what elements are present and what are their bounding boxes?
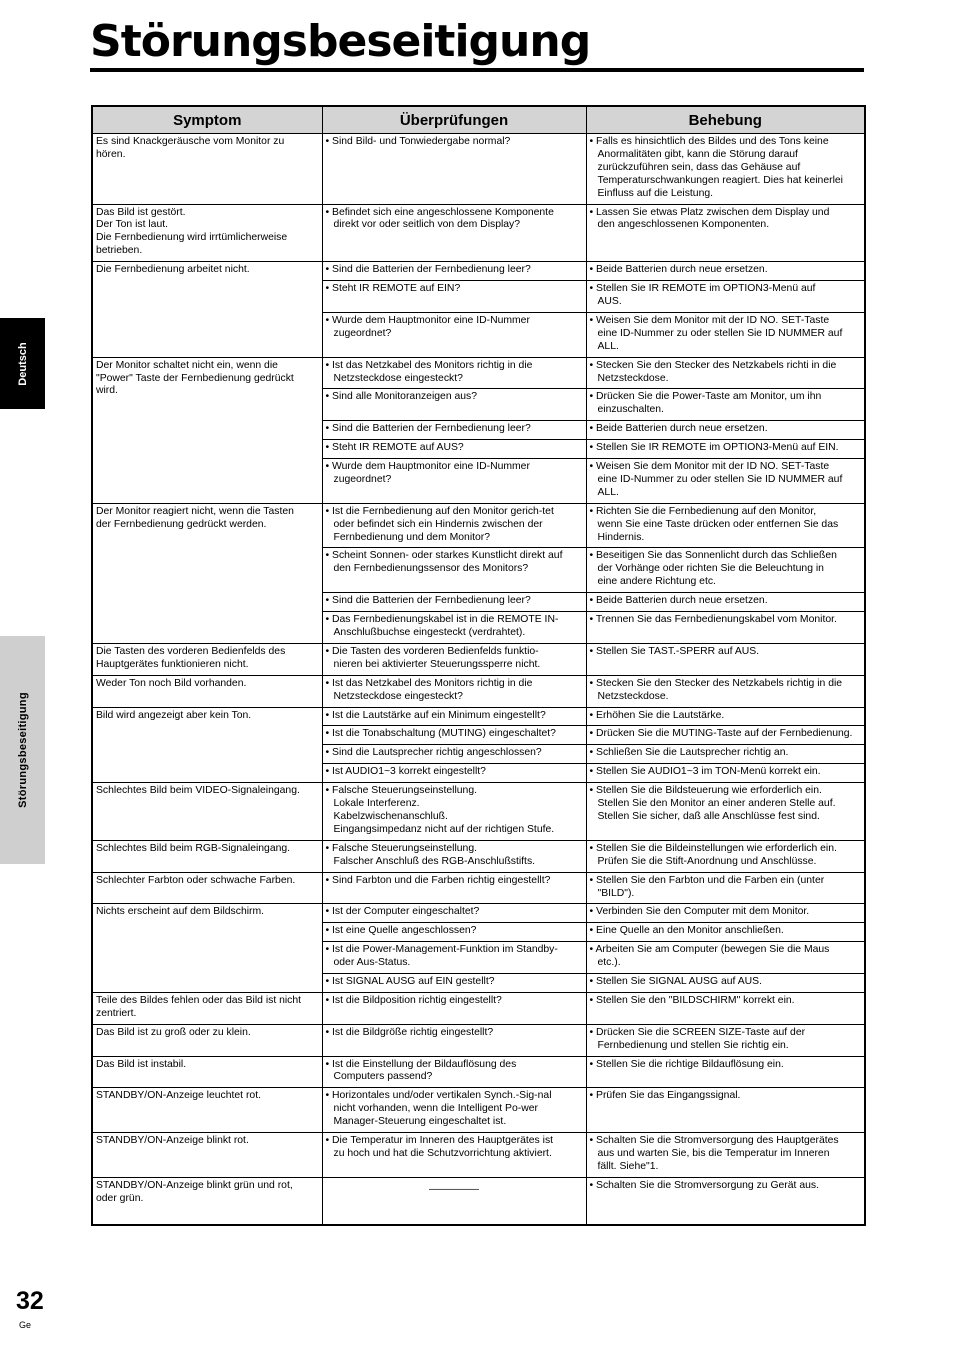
check-text: • Sind Bild- und Tonwiedergabe normal? [325, 136, 511, 147]
table-row [92, 357, 865, 389]
check-cell [322, 357, 586, 389]
check-text: • Die Tasten des vorderen Bedienfelds funktio- nieren bei aktivierter Steuerungssperre nicht. [325, 645, 541, 670]
table-row [92, 1088, 865, 1133]
symptom-text: Die Fernbedienung arbeitet nicht. [96, 264, 250, 276]
remedy-cell [586, 643, 865, 675]
check-text: • Ist die Einstellung der Bildauflösung des Computers passend? [325, 1058, 517, 1083]
remedy-text: • Beseitigen Sie das Sonnenlicht durch das Schließen der Vorhänge oder richten Sie die Beleuchtung in eine andere Richtung etc. [589, 550, 837, 588]
table-header-row [92, 106, 865, 134]
check-cell [322, 1056, 586, 1088]
check-text: • Falsche Steuerungseinstellung. Falscher Anschluß des RGB-Anschlußstifts. [325, 842, 536, 867]
side-tab-language-label: Deutsch [16, 341, 29, 386]
symptom-text: STANDBY/ON-Anzeige blinkt grün und rot, oder grün. [96, 1179, 293, 1204]
header-symptom: Symptom [92, 106, 322, 134]
check-cell [322, 593, 586, 612]
side-tab-section-label: Störungsbeseitigung [16, 692, 29, 808]
symptom-cell [92, 357, 322, 503]
remedy-cell [586, 503, 865, 548]
remedy-cell [586, 389, 865, 421]
check-text: • Wurde dem Hauptmonitor eine ID-Nummer zugeordnet? [325, 314, 530, 339]
check-text: • Ist SIGNAL AUSG auf EIN gestellt? [325, 976, 495, 988]
check-text: • Sind die Batterien der Fernbedienung leer? [325, 423, 531, 435]
remedy-text: • Falls es hinsichtlich des Bildes und des Tons keine Anormalitäten gibt, kann die Störung darauf zurückzuführen sein, dass das Gehäuse auf Temperaturschwankungen reagiert. Dies hat keinerlei Einfluss auf die Leistung. [589, 136, 843, 199]
check-cell [322, 312, 586, 357]
symptom-cell [92, 1088, 322, 1133]
check-cell [322, 1088, 586, 1133]
remedy-cell [586, 974, 865, 993]
table-row [92, 204, 865, 262]
remedy-text: • Richten Sie die Fernbedienung auf den Monitor, wenn Sie eine Taste drücken oder entfernen Sie das Hindernis. [589, 505, 839, 543]
remedy-cell [586, 262, 865, 281]
symptom-cell [92, 1056, 322, 1088]
remedy-cell [586, 1056, 865, 1088]
check-text: • Befindet sich eine angeschlossene Komponente direkt vor oder seitlich von dem Display? [325, 206, 554, 231]
header-remedy: Behebung [586, 106, 865, 134]
check-dash: ————— [429, 1183, 479, 1195]
remedy-text: • Trennen Sie das Fernbedienungskabel vom Monitor. [589, 614, 837, 626]
remedy-cell [586, 440, 865, 459]
remedy-text: • Stellen Sie SIGNAL AUSG auf AUS. [589, 976, 762, 988]
symptom-cell [92, 262, 322, 357]
remedy-text: • Beide Batterien durch neue ersetzen. [589, 423, 768, 435]
check-cell [322, 840, 586, 872]
check-text: • Sind die Lautsprecher richtig angeschlossen? [325, 747, 542, 759]
table-row [92, 840, 865, 872]
remedy-text: • Stecken Sie den Stecker des Netzkabels richti in die Netzsteckdose. [589, 359, 837, 384]
check-cell [322, 281, 586, 313]
side-tab-section [0, 636, 45, 864]
table-row [92, 872, 865, 904]
check-text: • Ist AUDIO1~3 korrekt eingestellt? [325, 766, 486, 778]
table-row [92, 134, 865, 205]
check-text: • Sind die Batterien der Fernbedienung leer? [325, 264, 531, 276]
symptom-cell [92, 783, 322, 841]
check-cell [322, 726, 586, 745]
check-cell [322, 204, 586, 262]
remedy-text: • Prüfen Sie das Eingangssignal. [589, 1090, 741, 1102]
check-cell [322, 783, 586, 841]
table-body [92, 134, 865, 1226]
symptom-cell [92, 992, 322, 1024]
check-text: • Ist die Lautstärke auf ein Minimum eingestellt? [325, 709, 546, 721]
remedy-text: • Stellen Sie die Bildsteuerung wie erforderlich ein. Stellen Sie den Monitor an einer anderen Stelle auf. Stellen Sie sicher, daß alle Anschlüsse fest sind. [589, 785, 836, 822]
remedy-cell [586, 707, 865, 726]
table-row [92, 707, 865, 726]
check-cell [322, 872, 586, 904]
remedy-cell [586, 421, 865, 440]
symptom-cell [92, 503, 322, 643]
symptom-text: Bild wird angezeigt aber kein Ton. [96, 709, 252, 721]
check-text: • Das Fernbedienungskabel ist in die REMOTE IN- Anschlußbuchse eingesteckt (verdrahtet). [325, 614, 559, 638]
check-cell [322, 1133, 586, 1178]
symptom-text: Teile des Bildes fehlen oder das Bild ist nicht zentriert. [96, 994, 302, 1019]
check-text: • Sind die Batterien der Fernbedienung leer? [325, 595, 531, 607]
check-text: • Ist die Bildgröße richtig eingestellt? [325, 1026, 494, 1038]
check-cell [322, 923, 586, 942]
remedy-cell [586, 548, 865, 593]
check-text: • Ist die Fernbedienung auf den Monitor gerich-tet oder befindet sich ein Hindernis zwischen der Fernbedienung und dem Monitor? [325, 505, 554, 543]
table-row [92, 675, 865, 707]
check-cell [322, 974, 586, 993]
remedy-text: • Beide Batterien durch neue ersetzen. [589, 264, 768, 276]
symptom-cell [92, 204, 322, 262]
check-cell [322, 904, 586, 923]
remedy-cell [586, 134, 865, 205]
table-row [92, 1177, 865, 1225]
check-cell [322, 675, 586, 707]
symptom-text: Es sind Knackgeräusche vom Monitor zu hören. [96, 136, 285, 160]
remedy-text: • Drücken Sie die MUTING-Taste auf der Fernbedienung. [589, 728, 853, 740]
symptom-cell [92, 840, 322, 872]
check-cell [322, 459, 586, 504]
check-text: • Ist die Power-Management-Funktion im Standby- oder Aus-Status. [325, 944, 558, 969]
check-cell [322, 764, 586, 783]
table-row [92, 643, 865, 675]
remedy-text: • Stellen Sie die Bildeinstellungen wie erforderlich ein. Prüfen Sie die Stift-Anordnung und Anschlüsse. [589, 842, 837, 867]
symptom-text: Schlechter Farbton oder schwache Farben. [96, 874, 296, 886]
remedy-cell [586, 1088, 865, 1133]
check-text: • Scheint Sonnen- oder starkes Kunstlicht direkt auf den Fernbedienungssensor des Monitors? [325, 550, 563, 575]
remedy-cell [586, 904, 865, 923]
check-cell [322, 992, 586, 1024]
symptom-text: STANDBY/ON-Anzeige leuchtet rot. [96, 1090, 261, 1102]
remedy-text: • Drücken Sie die Power-Taste am Monitor, um ihn einzuschalten. [589, 391, 822, 416]
symptom-cell [92, 1133, 322, 1178]
remedy-cell [586, 942, 865, 974]
remedy-text: • Beide Batterien durch neue ersetzen. [589, 595, 768, 607]
check-cell [322, 707, 586, 726]
remedy-text: • Stellen Sie die richtige Bildauflösung ein. [589, 1058, 784, 1070]
remedy-text: • Stellen Sie den "BILDSCHIRM" korrekt ein. [589, 994, 795, 1006]
check-cell [322, 1177, 586, 1225]
remedy-cell [586, 357, 865, 389]
symptom-text: Das Bild ist instabil. [96, 1058, 187, 1070]
check-text: • Steht IR REMOTE auf EIN? [325, 283, 461, 295]
remedy-cell [586, 764, 865, 783]
check-text: • Ist das Netzkabel des Monitors richtig in die Netzsteckdose eingesteckt? [325, 359, 533, 384]
symptom-text: Der Monitor reagiert nicht, wenn die Tasten der Fernbedienung gedrückt werden. [96, 505, 294, 530]
check-cell [322, 745, 586, 764]
table-row [92, 1133, 865, 1178]
remedy-text: • Stellen Sie IR REMOTE im OPTION3-Menü auf EIN. [589, 442, 839, 454]
symptom-text: Schlechtes Bild beim RGB-Signaleingang. [96, 842, 291, 854]
table-row [92, 1024, 865, 1056]
remedy-text: • Schalten Sie die Stromversorgung des Hauptgerätes aus und warten Sie, bis die Temperatur im Inneren fällt. Siehe"1. [589, 1135, 839, 1172]
remedy-cell [586, 1133, 865, 1178]
check-cell [322, 548, 586, 593]
troubleshooting-table [91, 105, 866, 1226]
remedy-cell [586, 840, 865, 872]
check-cell [322, 421, 586, 440]
remedy-text: • Stellen Sie den Farbton und die Farben ein (unter "BILD"). [589, 874, 825, 899]
symptom-text: Das Bild ist gestört. Der Ton ist laut. Die Fernbedienung wird irrtümlicherweise betrieben. [96, 206, 288, 257]
check-text: • Ist das Netzkabel des Monitors richtig in die Netzsteckdose eingesteckt? [325, 677, 533, 702]
remedy-text: • Stellen Sie AUDIO1~3 im TON-Menü korrekt ein. [589, 766, 821, 778]
remedy-cell [586, 783, 865, 841]
check-text: • Ist der Computer eingeschaltet? [325, 906, 480, 918]
remedy-cell [586, 459, 865, 504]
remedy-text: • Erhöhen Sie die Lautstärke. [589, 709, 725, 721]
remedy-text: • Verbinden Sie den Computer mit dem Monitor. [589, 906, 810, 918]
symptom-cell [92, 904, 322, 993]
check-text: • Ist die Bildposition richtig eingestellt? [325, 994, 502, 1006]
remedy-cell [586, 1177, 865, 1225]
symptom-text: Nichts erscheint auf dem Bildschirm. [96, 906, 265, 918]
check-text: • Die Temperatur im Inneren des Hauptgerätes ist zu hoch und hat die Schutzvorrichtung aktiviert. [325, 1135, 554, 1159]
remedy-text: • Lassen Sie etwas Platz zwischen dem Display und den angeschlossenen Komponenten. [589, 206, 830, 231]
remedy-text: • Arbeiten Sie am Computer (bewegen Sie die Maus etc.). [589, 944, 830, 969]
remedy-text: • Stellen Sie TAST.-SPERR auf AUS. [589, 645, 760, 657]
remedy-text: • Stecken Sie den Stecker des Netzkabels richtig in die Netzsteckdose. [589, 677, 843, 702]
page-language-code: Ge [19, 1320, 32, 1330]
check-cell [322, 1024, 586, 1056]
check-text: • Sind alle Monitoranzeigen aus? [325, 391, 478, 403]
remedy-cell [586, 726, 865, 745]
symptom-text: STANDBY/ON-Anzeige blinkt rot. [96, 1135, 249, 1147]
check-text: • Horizontales und/oder vertikalen Synch.-Sig-nal nicht vorhanden, wenn die Intelligent Po-wer Manager-Steuerung eingeschaltet ist. [325, 1090, 552, 1128]
symptom-text: Schlechtes Bild beim VIDEO-Signaleingang. [96, 785, 300, 797]
remedy-cell [586, 312, 865, 357]
table-row [92, 783, 865, 841]
remedy-cell [586, 204, 865, 262]
remedy-cell [586, 992, 865, 1024]
page-number: 32 [16, 1287, 44, 1315]
check-cell [322, 643, 586, 675]
remedy-text: • Schalten Sie die Stromversorgung zu Gerät aus. [589, 1179, 819, 1191]
check-text: • Ist die Tonabschaltung (MUTING) eingeschaltet? [325, 728, 556, 740]
symptom-cell [92, 643, 322, 675]
check-cell [322, 262, 586, 281]
symptom-cell [92, 1024, 322, 1056]
check-text: • Falsche Steuerungseinstellung. Lokale Interferenz. Kabelzwischenanschluß. Eingangsimpedanz nicht auf der richtigen Stufe. [325, 785, 555, 835]
check-cell [322, 942, 586, 974]
table-row [92, 1056, 865, 1088]
check-cell [322, 389, 586, 421]
symptom-cell [92, 134, 322, 205]
remedy-text: • Weisen Sie dem Monitor mit der ID NO. SET-Taste eine ID-Nummer zu oder stellen Sie ID NUMMER auf ALL. [589, 461, 843, 498]
remedy-cell [586, 612, 865, 644]
remedy-text: • Drücken Sie die SCREEN SIZE-Taste auf der Fernbedienung und stellen Sie richtig ein. [589, 1026, 806, 1051]
remedy-cell [586, 745, 865, 764]
table-row [92, 992, 865, 1024]
remedy-cell [586, 1024, 865, 1056]
remedy-text: • Schließen Sie die Lautsprecher richtig an. [589, 747, 789, 759]
table-row [92, 503, 865, 548]
title-underline [90, 68, 864, 72]
symptom-text: Das Bild ist zu groß oder zu klein. [96, 1026, 251, 1038]
check-text: • Sind Farbton und die Farben richtig eingestellt? [325, 874, 551, 886]
check-text: • Wurde dem Hauptmonitor eine ID-Nummer zugeordnet? [325, 461, 530, 485]
remedy-cell [586, 872, 865, 904]
remedy-cell [586, 593, 865, 612]
symptom-cell [92, 872, 322, 904]
table-row [92, 904, 865, 923]
check-cell [322, 134, 586, 205]
check-cell [322, 612, 586, 644]
page-title: Störungsbeseitigung [90, 16, 591, 67]
remedy-text: • Stellen Sie IR REMOTE im OPTION3-Menü auf AUS. [589, 283, 816, 307]
symptom-cell [92, 1177, 322, 1225]
symptom-cell [92, 675, 322, 707]
check-cell [322, 440, 586, 459]
remedy-text: • Weisen Sie dem Monitor mit der ID NO. SET-Taste eine ID-Nummer zu oder stellen Sie ID NUMMER auf ALL. [589, 314, 843, 352]
symptom-text: Weder Ton noch Bild vorhanden. [96, 677, 247, 689]
remedy-cell [586, 923, 865, 942]
remedy-text: • Eine Quelle an den Monitor anschließen. [589, 925, 784, 937]
remedy-cell [586, 281, 865, 313]
header-checks: Überprüfungen [322, 106, 586, 134]
side-tab-language [0, 318, 45, 409]
symptom-text: Die Tasten des vorderen Bedienfelds des Hauptgerätes funktionieren nicht. [96, 645, 286, 670]
symptom-text: Der Monitor schaltet nicht ein, wenn die "Power" Taste der Fernbedienung gedrückt wird. [96, 359, 294, 397]
table-row [92, 262, 865, 281]
remedy-cell [586, 675, 865, 707]
check-cell [322, 503, 586, 548]
check-text: • Ist eine Quelle angeschlossen? [325, 925, 477, 937]
check-text: • Steht IR REMOTE auf AUS? [325, 442, 464, 454]
symptom-cell [92, 707, 322, 783]
